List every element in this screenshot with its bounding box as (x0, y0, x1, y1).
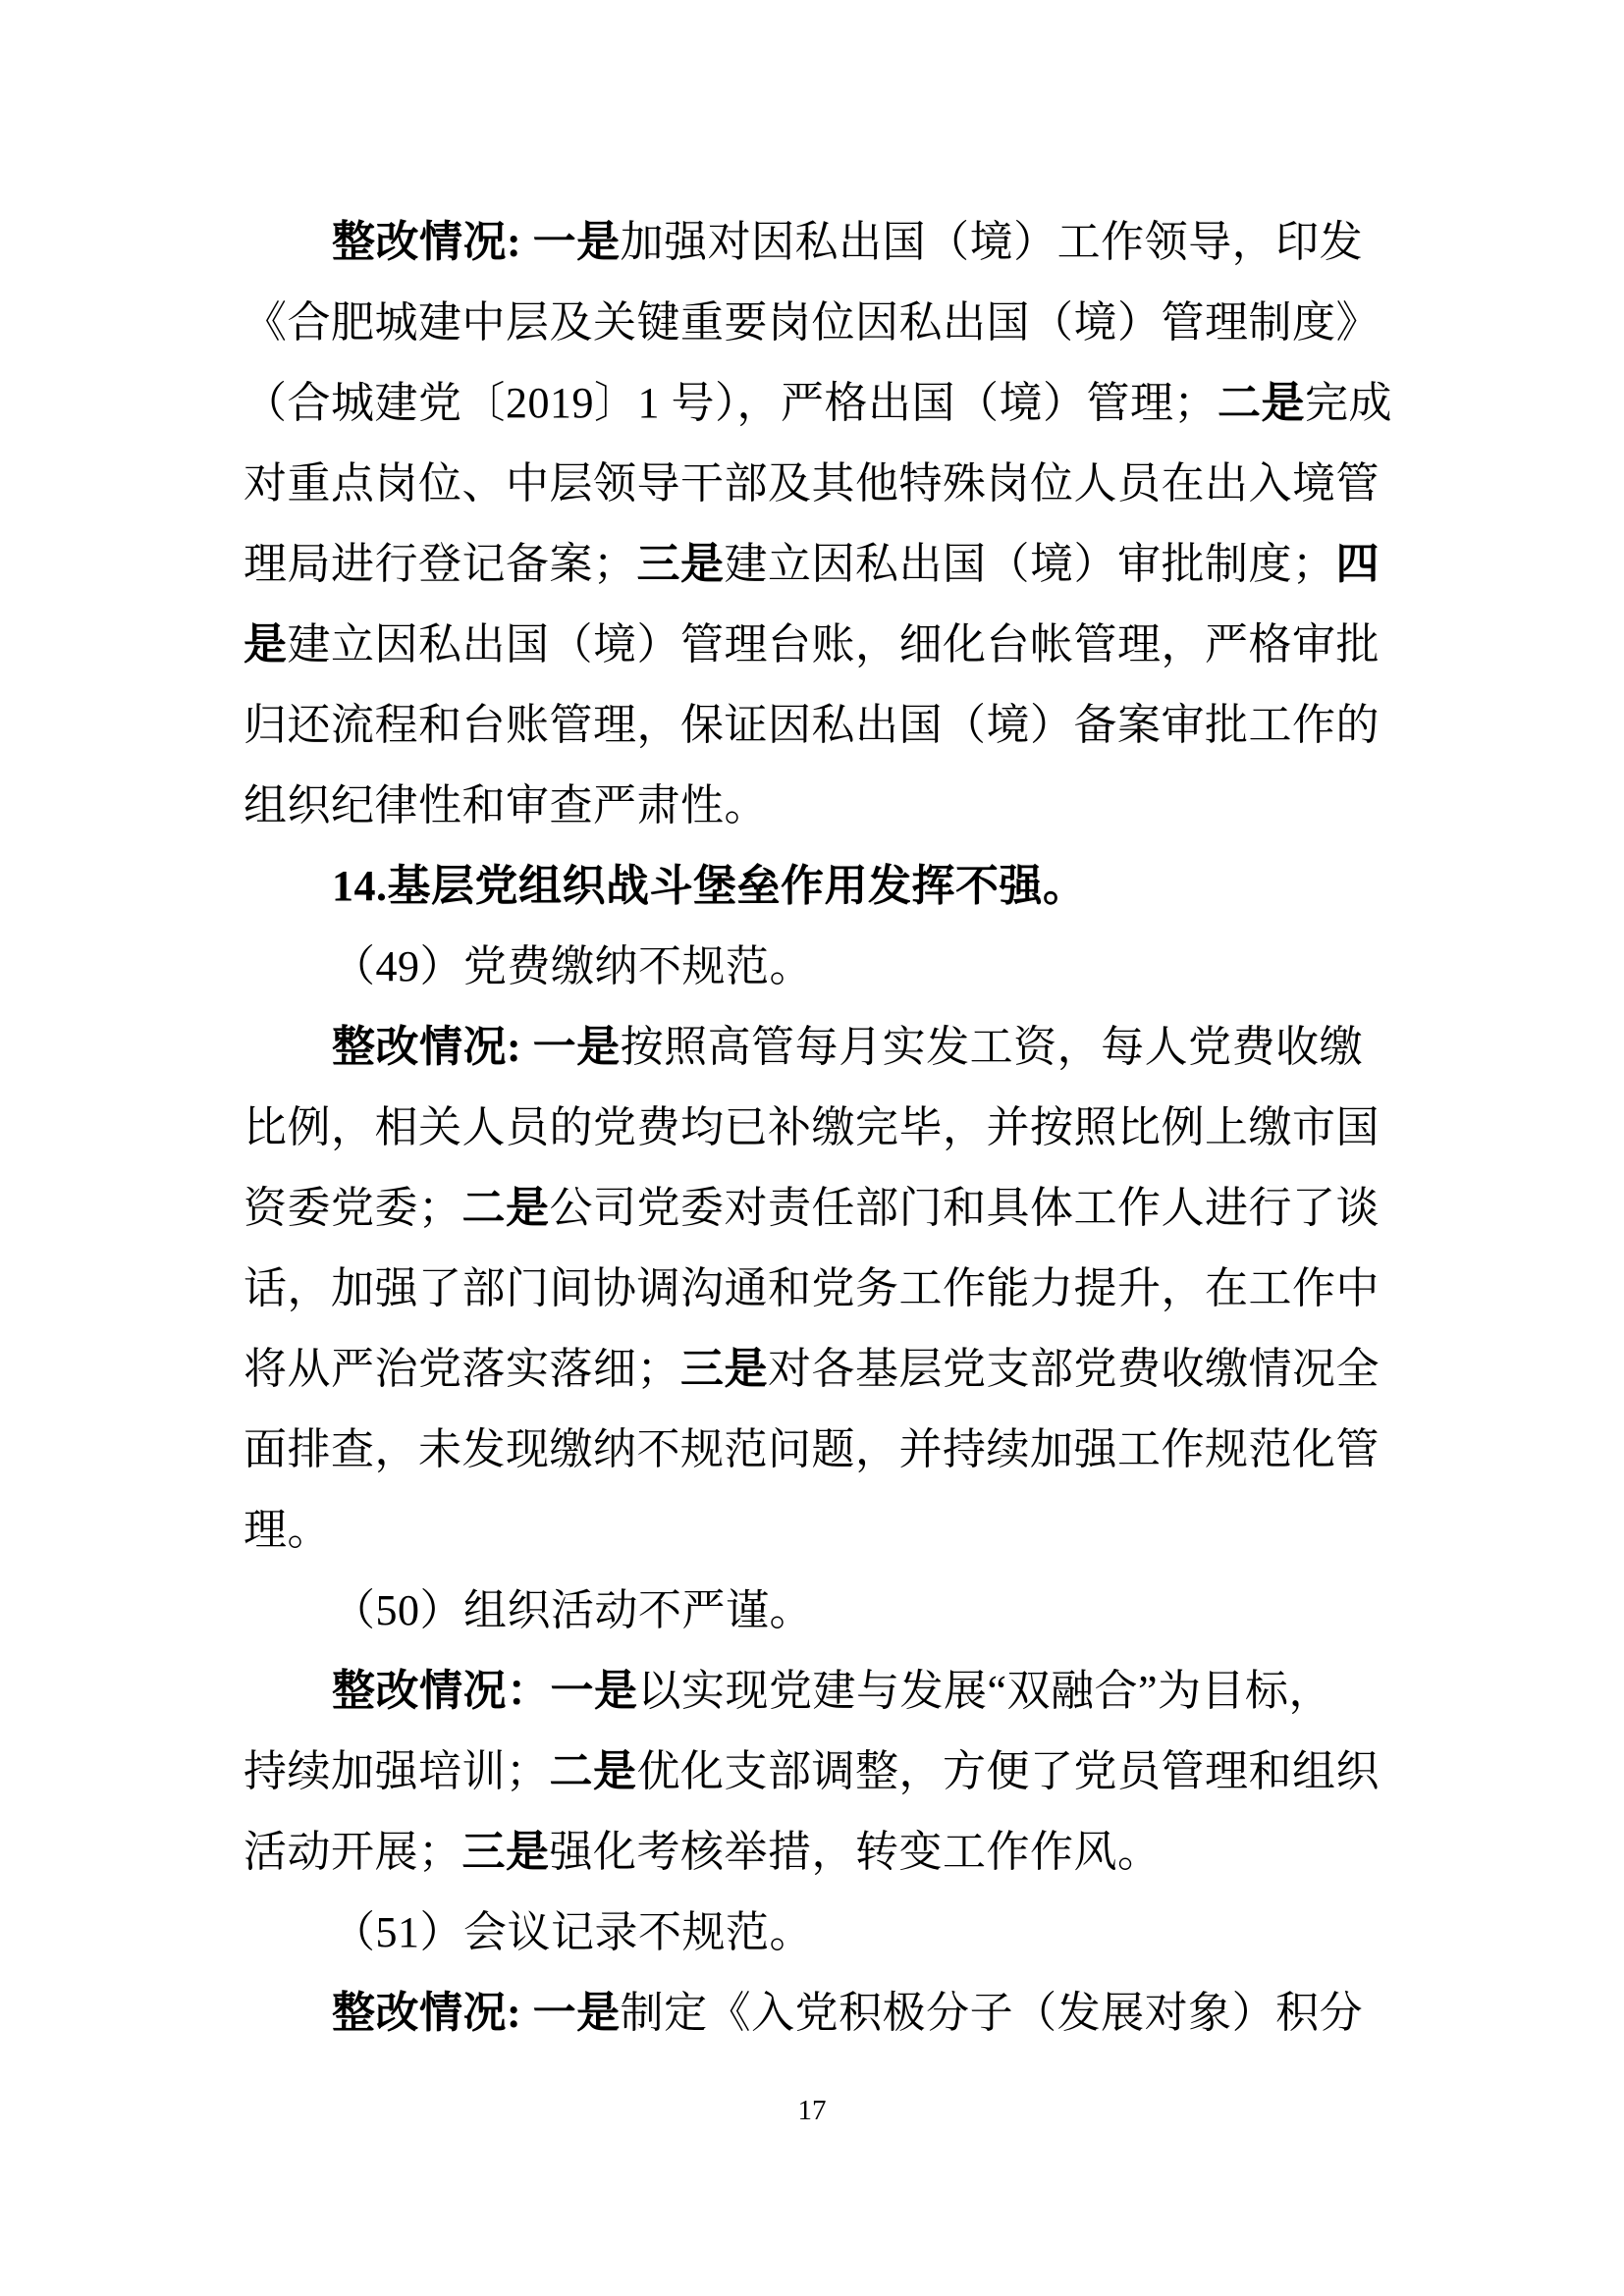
body-text: 《合肥城建中层及关键重要岗位因私出国（境）管理制度》 (244, 298, 1380, 347)
text-line (244, 1732, 1387, 1812)
text-line (244, 1651, 1387, 1732)
body-text: 完成 (1305, 379, 1392, 427)
body-text: 优化支部调整，方便了党员管理和组织 (636, 1747, 1380, 1795)
body-text: （49）党费缴纳不规范。 (332, 942, 813, 990)
page-number: 17 (797, 2095, 827, 2126)
body-text: （合城建党〔2019〕1 号），严格出国（境）管理； (244, 379, 1218, 427)
emphasis-text: 二是 (461, 1184, 550, 1232)
body-text: 制定《入党积极分子（发展对象）积分 (620, 1989, 1364, 2037)
text-line (244, 1329, 1387, 1410)
body-text: 以实现党建与发展“双融合”为目标， (637, 1667, 1333, 1715)
text-line (244, 846, 1387, 927)
body-text: 强化考核举措，转变工作作风。 (549, 1828, 1162, 1876)
text-line (244, 1571, 1387, 1651)
body-text: 资委党委； (244, 1184, 462, 1232)
body-text: 归还流程和台账管理，保证因私出国（境）备案审批工作的 (244, 701, 1380, 749)
body-text: 加强对因私出国（境）工作领导，印发 (620, 218, 1364, 266)
text-line (244, 766, 1387, 846)
emphasis-text: 整改情况: 一是 (332, 1023, 621, 1071)
body-text: （51）会议记录不规范。 (332, 1908, 813, 1956)
text-line (244, 1812, 1387, 1893)
text-line (244, 283, 1387, 363)
text-line (244, 363, 1392, 444)
body-text: 组织纪律性和审查严肃性。 (244, 781, 768, 829)
document-body (244, 202, 1392, 2054)
body-text: 理。 (244, 1506, 331, 1554)
text-line (244, 1249, 1387, 1329)
emphasis-text: 是 (244, 620, 288, 668)
text-line (244, 685, 1387, 766)
text-line (244, 444, 1387, 524)
emphasis-text: 三是 (636, 540, 725, 588)
body-text: 对重点岗位、中层领导干部及其他特殊岗位人员在出入境管 (244, 459, 1380, 507)
body-text: 持续加强培训； (244, 1747, 550, 1795)
text-line (244, 605, 1387, 685)
body-text: 话，加强了部门间协调沟通和党务工作能力提升，在工作中 (244, 1264, 1380, 1312)
body-text: 活动开展； (244, 1828, 462, 1876)
emphasis-text: 三是 (461, 1828, 550, 1876)
emphasis-text: 三是 (680, 1345, 768, 1393)
emphasis-text: 整改情况：一是 (332, 1667, 638, 1715)
text-line (244, 1007, 1387, 1088)
text-line (244, 202, 1387, 283)
text-line (244, 1410, 1387, 1490)
text-line (244, 1168, 1387, 1249)
text-line (244, 1490, 1387, 1571)
body-text: 建立因私出国（境）审批制度； (724, 540, 1336, 588)
text-line (244, 1973, 1387, 2054)
body-text: 将从严治党落实落细； (244, 1345, 680, 1393)
body-text: （50）组织活动不严谨。 (332, 1586, 813, 1634)
emphasis-text: 四 (1335, 540, 1380, 588)
body-text: 按照高管每月实发工资，每人党费收缴 (620, 1023, 1364, 1071)
body-text: 比例，相关人员的党费均已补缴完毕，并按照比例上缴市国 (244, 1103, 1380, 1151)
emphasis-text: 14.基层党组织战斗堡垒作用发挥不强。 (332, 862, 1087, 910)
text-line (244, 1088, 1387, 1168)
body-text: 对各基层党支部党费收缴情况全 (768, 1345, 1380, 1393)
text-line (244, 524, 1387, 605)
text-line (244, 1893, 1387, 1973)
emphasis-text: 二是 (1218, 379, 1305, 427)
body-text: 面排查，未发现缴纳不规范问题，并持续加强工作规范化管 (244, 1425, 1380, 1473)
emphasis-text: 整改情况: 一是 (332, 1989, 621, 2037)
text-line (244, 927, 1387, 1007)
body-text: 公司党委对责任部门和具体工作人进行了谈 (549, 1184, 1380, 1232)
body-text: 建立因私出国（境）管理台账，细化台帐管理，严格审批 (287, 620, 1380, 668)
emphasis-text: 整改情况: 一是 (332, 218, 621, 266)
emphasis-text: 二是 (549, 1747, 637, 1795)
body-text: 理局进行登记备案； (244, 540, 637, 588)
